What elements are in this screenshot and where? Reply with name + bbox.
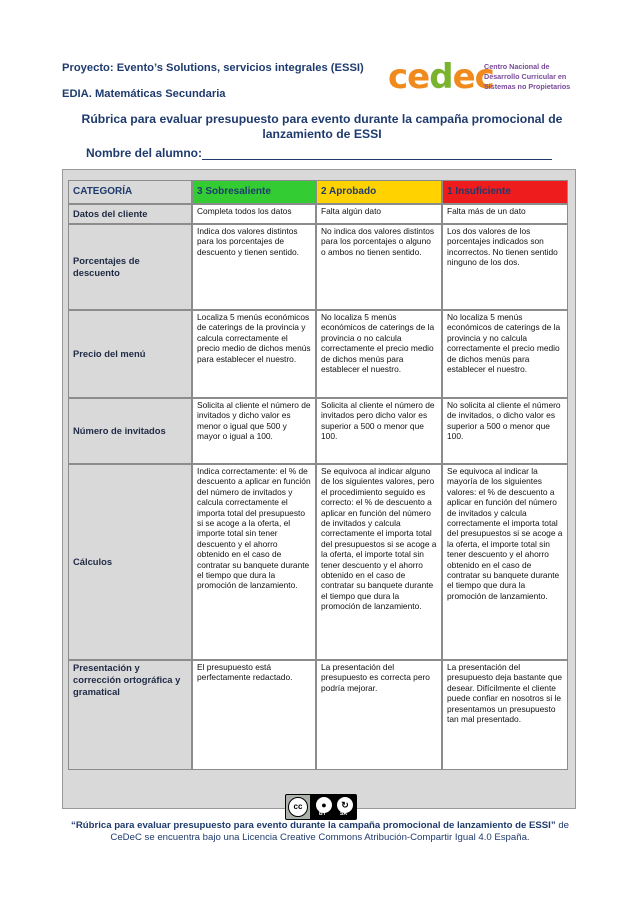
work-title-suffix: de (558, 820, 569, 831)
rubric-row-invitados (68, 398, 568, 464)
cc-by-sa-badge[interactable] (285, 794, 357, 820)
project-line: Proyecto: Evento’s Solutions, servicios integrales (ESSI) (62, 62, 364, 74)
criterion-level-3: El presupuesto está perfectamente redactado. (192, 660, 316, 770)
logo-subtitle: Centro Nacional de Desarrollo Curricular en Sistemas no Propietarios (484, 62, 571, 91)
license-footer (62, 820, 578, 844)
work-title: “Rúbrica para evaluar presupuesto para evento durante la campaña promocional de lanzamiento de ESSI” (71, 820, 556, 831)
header-level-3: 3 Sobresaliente (192, 180, 316, 204)
rubric-row-calculos (68, 464, 568, 660)
rubric-row-datos-cliente (68, 204, 568, 224)
category-label: Porcentajes de descuento (68, 224, 192, 310)
share-alike-icon: ↻ (337, 797, 353, 813)
rubric-row-precio-menu (68, 310, 568, 398)
criterion-level-1: Se equivoca al indicar la mayoría de los siguientes valores: el % de descuento a aplicar en función del número de invitados y calcula correctamente el importa total del presupuestos si se acoge a la oferta, el importe total sin tener descuento y el ahorro obtenido en el caso de contratar su banquete durante el tiempo que dura la promoción de lanzamiento. (442, 464, 568, 660)
criterion-level-3: Solicita al cliente el número de invitados y dicho valor es menor o igual que 500 y mayor o igual a 100. (192, 398, 316, 464)
criterion-level-3: Indica dos valores distintos para los porcentajes de descuento y tienen sentido. (192, 224, 316, 310)
criterion-level-1: No solicita al cliente el número de invitados, o dicho valor es superior a 500 o menor que 100. (442, 398, 568, 464)
document-title: Rúbrica para evaluar presupuesto para evento durante la campaña promocional de lanzamiento de ESSI (81, 112, 563, 141)
rubric-header-row (68, 180, 568, 204)
course-line: EDIA. Matemáticas Secundaria (62, 88, 226, 100)
logo-wordmark: cedec (388, 57, 494, 97)
criterion-level-3: Indica correctamente: el % de descuento a aplicar en función del número de invitados y calcula correctamente el importa total del presupuesto si se acoge a la oferta, el importe total sin tener descuento y el ahorro obtenido en el caso de contratar su banquete durante el tiempo que dura la promoción de lanzamiento. (192, 464, 316, 660)
badge-by-label: BY (319, 811, 326, 817)
header-level-2: 2 Aprobado (316, 180, 442, 204)
criterion-level-2: La presentación del presupuesto es correcta pero podría mejorar. (316, 660, 442, 770)
category-label: Presentación y corrección ortográfica y gramatical (68, 660, 192, 770)
cc-icon: cc (288, 797, 308, 817)
attribution-icon: ● (316, 797, 332, 813)
rubric-row-presentacion (68, 660, 568, 770)
criterion-level-2: No localiza 5 menús económicos de caterings de la provincia o no calcula correctamente el precio medio de dichos menús para establecer el nuestro. (316, 310, 442, 398)
criterion-level-2: Se equivoca al indicar alguno de los siguientes valores, pero el procedimiento seguido es correcto: el % de descuento a aplicar en función del número de invitados y calcula correctamente el importa total del presupuestos si se acoge a la oferta, el importe total sin tener descuento y el ahorro obtenido en el caso de contratar su banquete durante el tiempo que dura la promoción de lanzamiento. (316, 464, 442, 660)
criterion-level-2: Solicita al cliente el número de invitados pero dicho valor es superior a 500 o menor que 100. (316, 398, 442, 464)
category-label: Datos del cliente (68, 204, 192, 224)
criterion-level-1: La presentación del presupuesto deja bastante que desear. Difícilmente el cliente puede confiar en nosotros si le presentamos un presupuesto tan mal presentado. (442, 660, 568, 770)
header-category: CATEGORÍA (68, 180, 192, 204)
badge-sa-label: SA (340, 811, 347, 817)
criterion-level-1: Falta más de un dato (442, 204, 568, 224)
badge-dark-band (310, 795, 356, 819)
criterion-level-1: Los dos valores de los porcentajes indicados son incorrectos. No tienen sentido ninguno de los dos. (442, 224, 568, 310)
student-name-blank (202, 147, 552, 160)
category-label: Precio del menú (68, 310, 192, 398)
category-label: Cálculos (68, 464, 192, 660)
criterion-level-3: Completa todos los datos (192, 204, 316, 224)
criterion-level-3: Localiza 5 menús económicos de caterings de la provincia y calcula correctamente el precio medio de dichos menús para establecer el nuestro. (192, 310, 316, 398)
rubric-row-porcentajes (68, 224, 568, 310)
cedec-logo (388, 54, 583, 100)
criterion-level-1: No localiza 5 menús económicos de caterings de la provincia y no calcula correctamente el precio medio de dichos menús para establecer el nuestro. (442, 310, 568, 398)
criterion-level-2: Falta algún dato (316, 204, 442, 224)
rubric-table (68, 180, 568, 770)
category-label: Número de invitados (68, 398, 192, 464)
header-level-1: 1 Insuficiente (442, 180, 568, 204)
student-name-line (86, 146, 552, 160)
criterion-level-2: No indica dos valores distintos para los porcentajes o alguno o ambos no tienen sentido. (316, 224, 442, 310)
student-name-label: Nombre del alumno: (86, 146, 203, 160)
license-statement[interactable]: CeDeC se encuentra bajo una Licencia Creative Commons Atribución-Compartir Igual 4.0 España. (110, 832, 530, 843)
